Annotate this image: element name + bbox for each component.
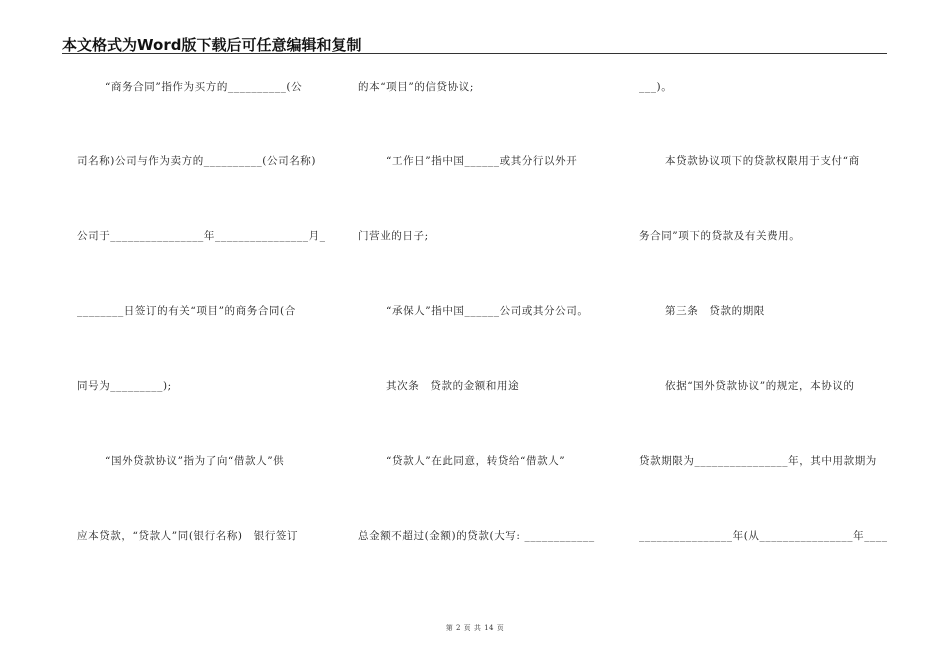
section-heading: 第三条 贷款的期限 <box>665 305 765 317</box>
text-line: 公司于________________年________________月_ <box>77 230 326 242</box>
header-divider <box>62 53 887 54</box>
text-line: 依据“国外贷款协议”的规定，本协议的 <box>665 380 855 392</box>
text-line: 的本“项目”的信贷协议; <box>358 81 474 93</box>
section-heading: 其次条 贷款的金额和用途 <box>386 380 520 392</box>
text-line: 总金额不超过(金额)的贷款(大写: ____________ <box>358 530 595 542</box>
text-line: “工作日”指中国______或其分行以外开 <box>386 155 578 167</box>
text-line: “国外贷款协议”指为了向“借款人”供 <box>105 455 285 467</box>
text-line: 贷款期限为________________年，其中用款期为 <box>639 455 877 467</box>
text-line: “商务合同”指作为买方的__________(公 <box>105 81 303 93</box>
text-line: “贷款人”在此同意，转贷给“借款人” <box>386 455 566 467</box>
text-line: 本贷款协议项下的贷款权限用于支付“商 <box>665 155 860 167</box>
text-line: ________日签订的有关“项目”的商务合同(合 <box>77 305 296 317</box>
text-line: “承保人”指中国______公司或其分公司。 <box>386 305 589 317</box>
text-line: 司名称)公司与作为卖方的__________(公司名称) <box>77 155 317 167</box>
text-line: 门营业的日子; <box>358 230 429 242</box>
page-number-footer: 第 2 页 共 14 页 <box>445 624 505 632</box>
text-line: ___)。 <box>639 81 673 93</box>
text-line: 同号为_________); <box>77 380 172 392</box>
text-line: ________________年(从________________年____ <box>639 530 888 542</box>
text-line: 应本贷款，“贷款人”同(银行名称) 银行签订 <box>77 530 299 542</box>
document-header-title: 本文格式为Word版下载后可任意编辑和复制 <box>62 36 362 54</box>
text-line: 务合同”项下的贷款及有关费用。 <box>639 230 801 242</box>
